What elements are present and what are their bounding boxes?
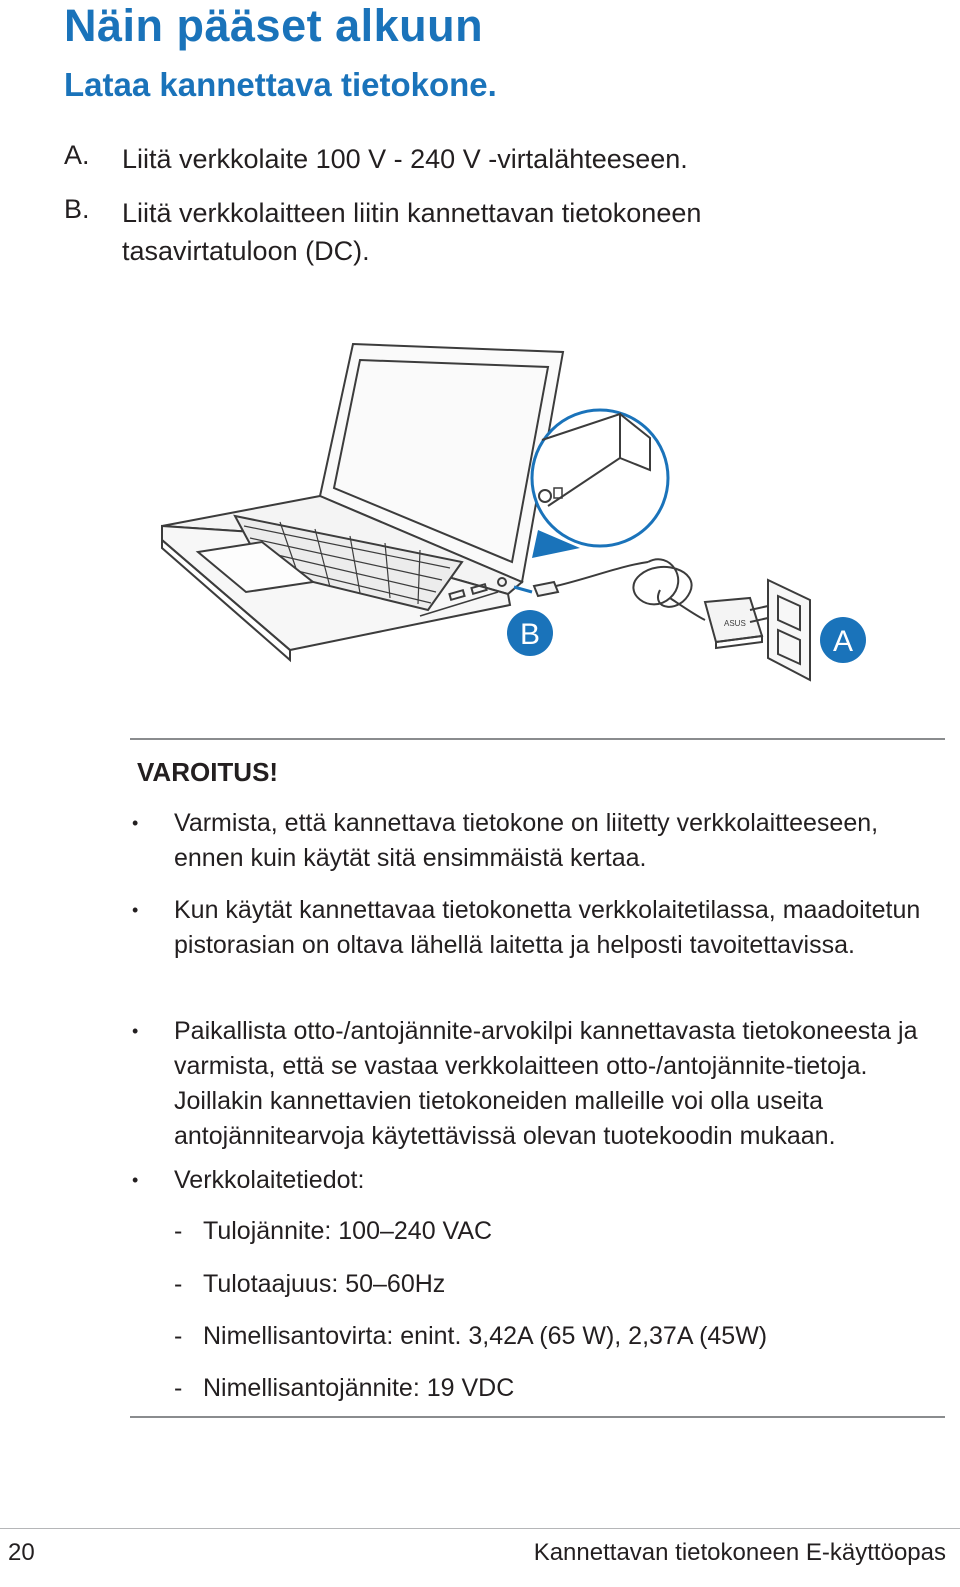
warning-bottom-rule — [130, 1416, 945, 1418]
svg-text:A: A — [832, 625, 854, 658]
spec-text: Nimellisantojännite: 19 VDC — [203, 1374, 515, 1402]
dc-plug-icon — [514, 559, 705, 620]
spec-text: Tulotaajuus: 50–60Hz — [203, 1270, 446, 1298]
power-adapter-icon — [705, 598, 768, 648]
bullet-dot-icon: • — [132, 813, 139, 833]
bullet-dot-icon: • — [132, 1170, 139, 1190]
label-a-badge — [820, 617, 866, 663]
dash-icon: - — [174, 1322, 183, 1350]
bullet-text: Verkkolaitetiedot: — [174, 1166, 365, 1194]
label-b-badge — [507, 610, 553, 656]
bullet-dot-icon: • — [132, 1021, 139, 1041]
step-text: Liitä verkkolaite 100 V - 240 V -virtalähteeseen. — [122, 144, 688, 174]
manual-title: Kannettavan tietokoneen E-käyttöopas — [533, 1539, 946, 1566]
svg-text:B: B — [519, 618, 541, 651]
bullet-dot-icon: • — [132, 900, 139, 920]
port-zoom-icon — [532, 410, 668, 558]
adapter-brand: ASUS — [724, 619, 746, 628]
page-title: Näin pääset alkuun — [64, 0, 484, 51]
bullet-text: Kun käytät kannettavaa tietokonetta verkkolaitetilassa, maadoitetun pistorasian on oltava lähellä laitetta ja helposti tavoitettavissa. — [174, 896, 921, 959]
warning-top-rule — [130, 738, 945, 740]
footer-rule — [0, 1528, 960, 1529]
dash-icon: - — [174, 1217, 183, 1245]
wall-outlet-icon — [768, 580, 810, 680]
bullet-text: Varmista, että kannettava tietokone on liitetty verkkolaitteeseen, ennen kuin käytät sitä ensimmäistä kertaa. — [174, 809, 879, 872]
step-letter: B. — [64, 194, 90, 224]
laptop-icon — [162, 344, 563, 660]
page-number: 20 — [8, 1539, 35, 1566]
section-subtitle: Lataa kannettava tietokone. — [64, 66, 497, 103]
spec-text: Nimellisantovirta: enint. 3,42A (65 W), 2,37A (45W) — [203, 1322, 768, 1350]
dash-icon: - — [174, 1374, 183, 1402]
laptop-charging-illustration — [150, 330, 890, 700]
step-letter: A. — [64, 140, 90, 170]
dash-icon: - — [174, 1270, 183, 1298]
bullet-text: Paikallista otto-/antojännite-arvokilpi kannettavasta tietokoneesta ja varmista, että se vastaa verkkolaitteen otto-/antojännite-tietoja. Joillakin kannettavien tietokoneiden malleille voi olla useita antojännitearvoja käytettävissä olevan tuotekoodin mukaan. — [174, 1017, 918, 1150]
spec-text: Tulojännite: 100–240 VAC — [203, 1217, 493, 1245]
warning-title: VAROITUS! — [137, 757, 279, 787]
step-text: Liitä verkkolaitteen liitin kannettavan tietokoneen tasavirtatuloon (DC). — [122, 198, 702, 266]
